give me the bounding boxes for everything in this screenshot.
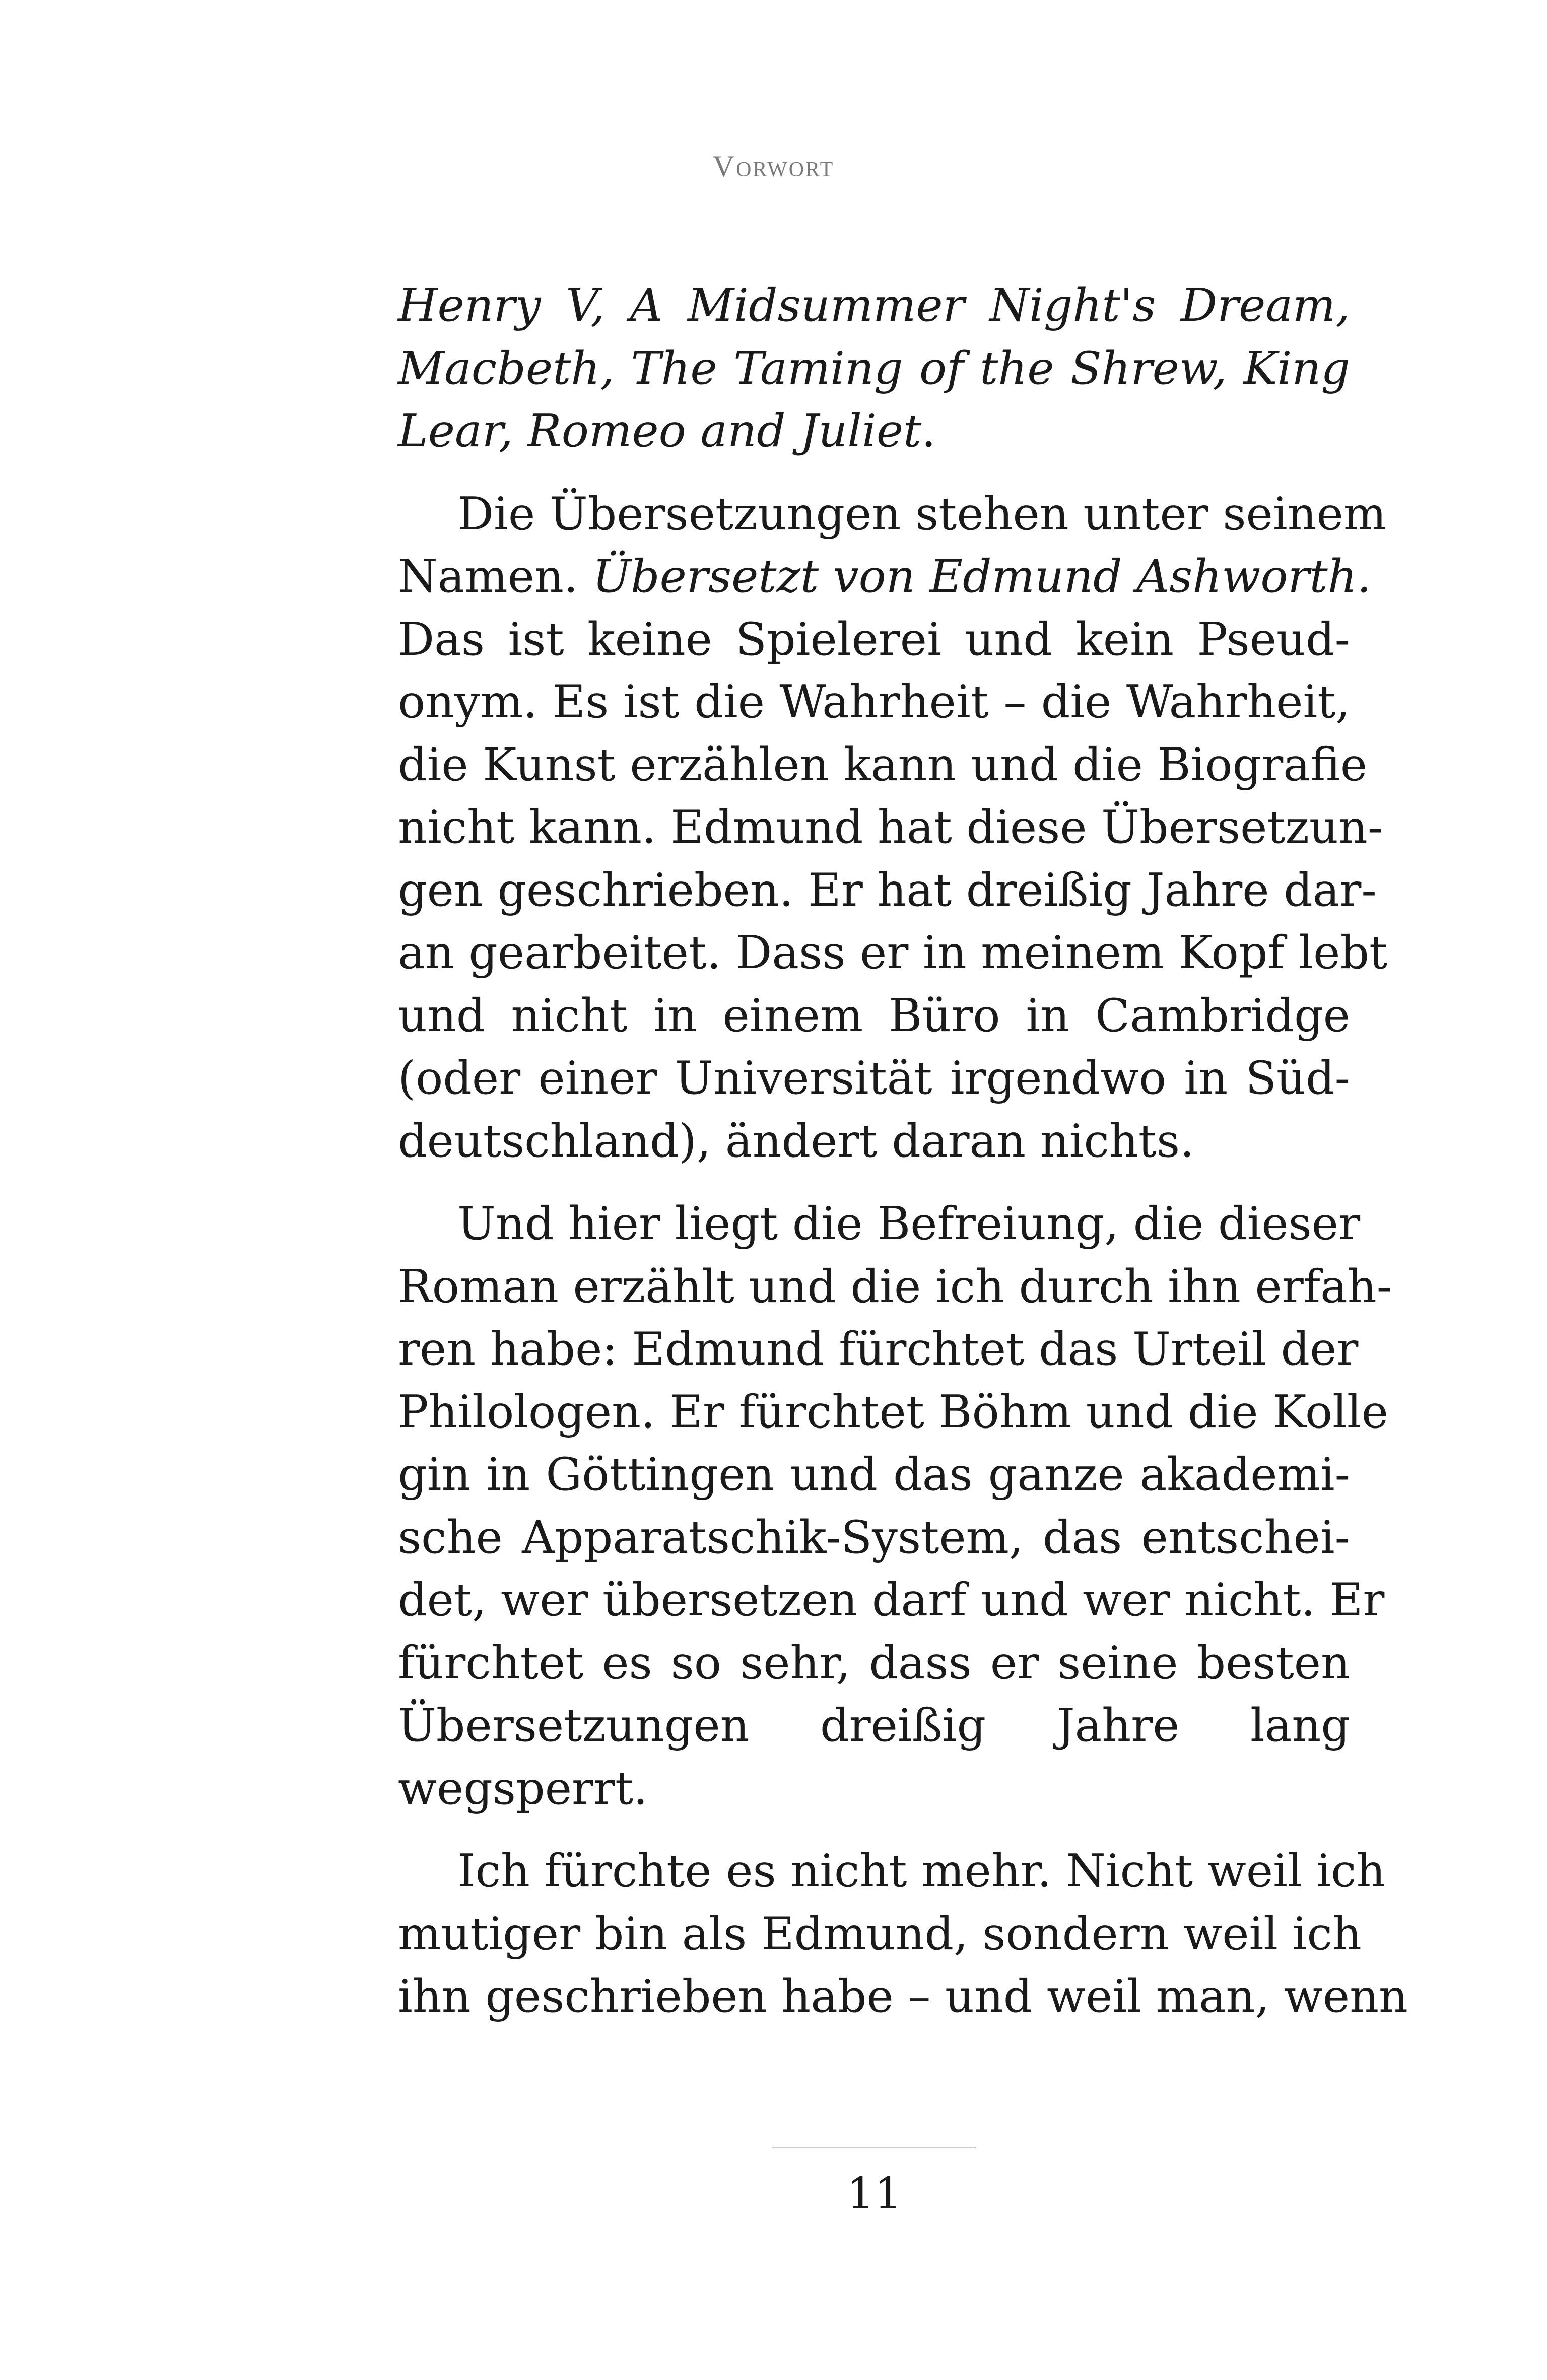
italic-text: Macbeth, The Taming of the Shrew, King — [398, 342, 1350, 395]
text-run: fürchtet es so sehr, dass er seine besten — [398, 1636, 1350, 1689]
italic-text: Lear, Romeo and Juliet — [398, 404, 922, 457]
italic-text: Henry V, A Midsummer Night's Dream, — [398, 279, 1350, 332]
text-line — [398, 400, 1350, 463]
page-number: 11 — [846, 2168, 902, 2219]
footer-divider — [772, 2147, 976, 2148]
text-run: an gearbeitet. Dass er in meinem Kopf lebt — [398, 926, 1388, 979]
text-run: gen geschrieben. Er hat dreißig Jahre dar- — [398, 863, 1377, 917]
text-line — [398, 1569, 1385, 1632]
paragraph — [398, 483, 1388, 1173]
text-line — [398, 1047, 1350, 1110]
text-run: (oder einer Universität irgendwo in Süd- — [398, 1052, 1350, 1105]
text-line — [398, 1193, 1361, 1256]
text-line — [398, 985, 1350, 1048]
text-line — [398, 1507, 1350, 1570]
text-line — [398, 546, 1372, 608]
text-run: Roman erzählt und die ich durch ihn erfah- — [398, 1260, 1392, 1313]
text-run: gin in Göttingen und das ganze akademi- — [398, 1448, 1350, 1501]
text-line — [398, 275, 1350, 337]
text-line — [398, 1444, 1350, 1507]
text-line — [398, 1381, 1388, 1444]
text-run: mutiger bin als Edmund, sondern weil ich — [398, 1907, 1362, 1960]
text-run: sche Apparatschik-System, das entschei- — [398, 1511, 1350, 1564]
text-line — [398, 796, 1383, 859]
text-run: . — [921, 404, 936, 457]
text-line — [398, 1110, 1350, 1173]
text-run: deutschland), ändert daran nichts. — [398, 1114, 1194, 1168]
text-line — [398, 734, 1368, 797]
italic-text: Übersetzt von Edmund Ashworth. — [592, 550, 1372, 603]
text-run: Philologen. Er fürchtet Böhm und die Kolle — [398, 1385, 1388, 1439]
text-line — [398, 922, 1388, 985]
text-run: onym. Es ist die Wahrheit – die Wahrheit, — [398, 675, 1350, 728]
text-line — [398, 1694, 1350, 1757]
text-line — [398, 671, 1350, 734]
text-run: wegsperrt. — [398, 1761, 648, 1815]
text-line — [398, 337, 1350, 400]
text-run: Das ist keine Spielerei und kein Pseud- — [398, 613, 1350, 666]
text-line — [398, 1256, 1392, 1319]
text-run: Ich fürchte es nicht mehr. Nicht weil ich — [457, 1845, 1386, 1897]
text-run: Und hier liegt die Befreiung, die dieser — [457, 1197, 1361, 1250]
paragraph — [398, 275, 1350, 463]
text-run: Namen. — [398, 550, 593, 603]
text-run: und nicht in einem Büro in Cambridge — [398, 989, 1350, 1042]
text-run: ren habe: Edmund fürchtet das Urteil der — [398, 1323, 1359, 1376]
text-line — [398, 1757, 1350, 1820]
text-run: Die Übersetzungen stehen unter seinem — [457, 487, 1387, 540]
text-line — [398, 1965, 1408, 2028]
running-head: Vorwort — [712, 150, 835, 183]
text-run: Übersetzungen dreißig Jahre lang — [398, 1699, 1350, 1752]
text-line — [398, 608, 1350, 671]
text-line — [398, 1318, 1359, 1381]
text-line — [398, 1903, 1362, 1966]
text-run: ihn geschrieben habe – und weil man, wenn — [398, 1970, 1408, 2023]
text-line — [398, 1840, 1386, 1903]
text-run: nicht kann. Edmund hat diese Übersetzun- — [398, 801, 1383, 854]
body-text — [398, 275, 1408, 2049]
text-line — [398, 859, 1377, 922]
text-line — [398, 483, 1387, 546]
paragraph — [398, 1840, 1408, 2028]
paragraph — [398, 1193, 1392, 1820]
text-run: det, wer übersetzen darf und wer nicht. Er — [398, 1574, 1385, 1626]
text-line — [398, 1632, 1350, 1695]
text-run: die Kunst erzählen kann und die Biografie — [398, 738, 1368, 791]
